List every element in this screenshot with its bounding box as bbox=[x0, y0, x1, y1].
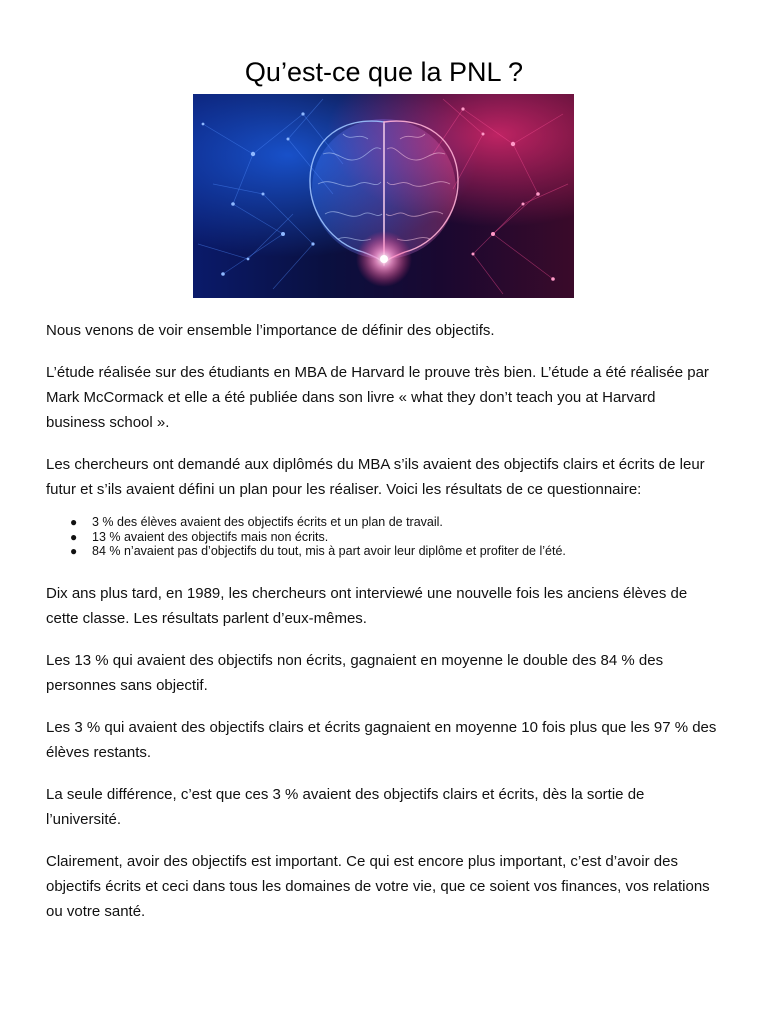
article-body bbox=[46, 318, 718, 941]
paragraph: Dix ans plus tard, en 1989, les chercheurs ont interviewé une nouvelle fois les anciens élèves de cette classe. Les résultats parlent d’eux-mêmes. bbox=[46, 584, 688, 627]
list-item-text: 84 % n’avaient pas d’objectifs du tout, mis à part avoir leur diplôme et profiter de l’été. bbox=[92, 544, 566, 558]
bullet-icon: ● bbox=[70, 529, 78, 544]
list-item-text: 13 % avaient des objectifs mais non écrits. bbox=[92, 529, 329, 544]
list-item bbox=[46, 544, 718, 559]
paragraph: L’étude réalisée sur des étudiants en MBA de Harvard le prouve très bien. L’étude a été réalisée par Mark McCormack et elle a été publiée dans son livre « what they don’t teach you at Harvard business school ». bbox=[46, 364, 709, 431]
results-list bbox=[46, 515, 718, 559]
brain-network-image bbox=[193, 94, 574, 298]
page-title: Qu’est-ce que la PNL ? bbox=[244, 57, 524, 87]
paragraph: Les 13 % qui avaient des objectifs non écrits, gagnaient en moyenne le double des 84 % des personnes sans objectif. bbox=[46, 651, 664, 694]
list-item-text: 3 % des élèves avaient des objectifs écrits et un plan de travail. bbox=[92, 515, 443, 529]
paragraph: Nous venons de voir ensemble l’importance de définir des objectifs. bbox=[46, 322, 495, 339]
bullet-icon: ● bbox=[70, 544, 78, 558]
list-item bbox=[46, 515, 718, 530]
bullet-icon: ● bbox=[70, 515, 78, 529]
brain-illustration bbox=[193, 94, 574, 298]
paragraph: Les 3 % qui avaient des objectifs clairs et écrits gagnaient en moyenne 10 fois plus que les 97 % des élèves restants. bbox=[46, 718, 717, 761]
paragraph: Clairement, avoir des objectifs est important. Ce qui est encore plus important, c’est d’avoir des objectifs écrits et ceci dans tous les domaines de votre vie, que ce soient vos finances, vos relations ou votre santé. bbox=[46, 852, 710, 920]
paragraph: La seule différence, c’est que ces 3 % avaient des objectifs clairs et écrits, dès la sortie de l’université. bbox=[46, 785, 645, 828]
list-item bbox=[46, 530, 718, 545]
paragraph: Les chercheurs ont demandé aux diplômés du MBA s’ils avaient des objectifs clairs et écrits de leur futur et s’ils avaient défini un plan pour les réaliser. Voici les résultats de ce questionnaire: bbox=[46, 456, 705, 498]
